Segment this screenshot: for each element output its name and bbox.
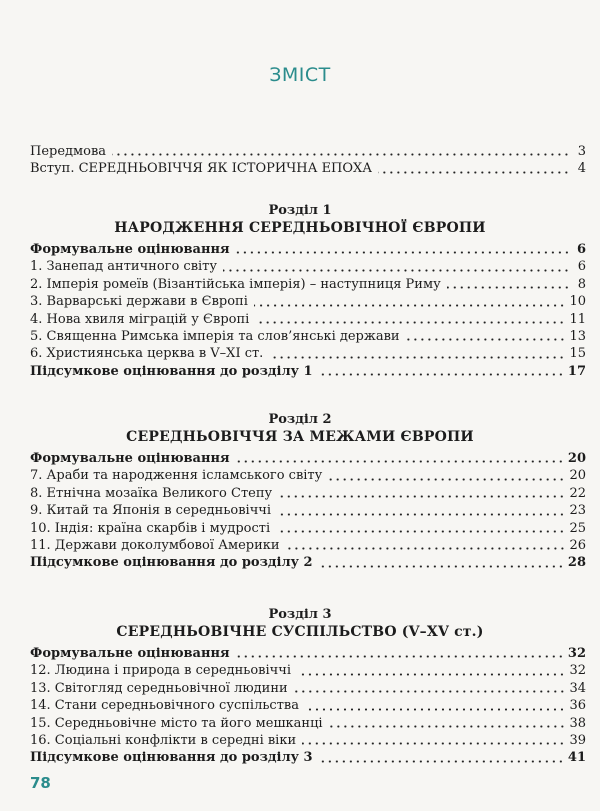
toc-entry-page: 6 [576, 241, 586, 257]
toc-entry-label: Формувальне оцінювання [30, 241, 230, 257]
toc-entry-label: 1. Занепад античного світу [30, 259, 218, 275]
toc-entry[interactable] [30, 345, 586, 362]
dot-leader [328, 469, 565, 481]
dot-leader [112, 144, 570, 156]
toc-entry-label: 4. Нова хвиля міграцій у Європі [30, 311, 250, 327]
toc-entry-label: 3. Варварські держави в Європі [30, 294, 248, 310]
toc-entry-label: 7. Араби та народження ісламського світу [30, 468, 323, 484]
toc-entry[interactable] [30, 662, 586, 679]
dot-leader [254, 295, 566, 307]
toc-entry-page: 39 [569, 732, 586, 748]
toc-entry-page: 6 [577, 259, 586, 275]
toc-entry-label: 10. Індія: країна скарбів і мудрості [30, 520, 271, 536]
dot-leader [378, 162, 570, 174]
toc-entry-label: Формувальне оцінювання [30, 450, 230, 466]
toc-entry-page: 41 [567, 750, 586, 766]
dot-leader [255, 312, 565, 324]
toc-entry-page: 38 [569, 715, 586, 731]
toc-entry-page: 3 [577, 143, 586, 159]
toc-entry-label: 13. Світогляд середньовічної людини [30, 680, 288, 696]
dot-leader [302, 733, 565, 745]
intro-entries [30, 143, 586, 178]
section-title: СЕРЕДНЬОВІЧЧЯ ЗА МЕЖАМИ ЄВРОПИ [126, 429, 474, 445]
dot-leader [406, 329, 566, 341]
toc-entry-label: 2. Імперія ромеїв (Візантійська імперія) – наступниця Риму [30, 276, 441, 292]
dot-leader [223, 260, 570, 272]
dot-leader [277, 504, 565, 516]
toc-entry-page: 36 [569, 698, 586, 714]
toc-entry[interactable] [30, 293, 586, 310]
page-number: 78 [30, 774, 51, 792]
toc-entry-page: 4 [577, 161, 586, 177]
toc-entry[interactable] [30, 143, 586, 160]
section-2-header [0, 412, 600, 446]
toc-entry-page: 28 [567, 555, 586, 571]
dot-leader [447, 277, 570, 289]
toc-entry-page: 34 [569, 680, 586, 696]
dot-leader [276, 521, 565, 533]
toc-entry-label: Підсумкове оцінювання до розділу 3 [30, 750, 313, 766]
toc-entry-label: 16. Соціальні конфлікти в середні віки [30, 732, 297, 748]
toc-entry[interactable] [30, 363, 586, 380]
toc-entry-label: 9. Китай та Японія в середньовіччі [30, 503, 272, 519]
toc-entry-label: Вступ. СЕРЕДНЬОВІЧЧЯ ЯК ІСТОРИЧНА ЕПОХА [30, 161, 373, 177]
dot-leader [319, 751, 564, 763]
toc-entry-page: 22 [569, 485, 586, 501]
section-2-entries [30, 450, 586, 572]
toc-entry-page: 25 [569, 520, 586, 536]
dot-leader [329, 716, 566, 728]
toc-entry[interactable] [30, 732, 586, 749]
toc-entry-page: 8 [577, 276, 586, 292]
toc-entry[interactable] [30, 160, 586, 177]
section-number: Розділ 2 [268, 412, 332, 427]
toc-entry[interactable] [30, 645, 586, 662]
toc-entry-page: 11 [569, 311, 586, 327]
section-1-entries [30, 241, 586, 380]
section-1-header [0, 203, 600, 237]
toc-entry[interactable] [30, 311, 586, 328]
dot-leader [305, 699, 565, 711]
toc-entry[interactable] [30, 680, 586, 697]
dot-leader [319, 364, 564, 376]
toc-title: ЗМІСТ [269, 64, 331, 86]
toc-entry-label: 5. Священна Римська імперія та слов’янські держави [30, 328, 400, 344]
toc-entry-page: 13 [569, 328, 586, 344]
dot-leader [286, 538, 566, 550]
toc-entry-label: 11. Держави доколумбової Америки [30, 537, 280, 553]
dot-leader [297, 664, 565, 676]
section-number: Розділ 3 [268, 607, 332, 622]
toc-entry-label: 8. Етнічна мозаїка Великого Степу [30, 485, 273, 501]
dot-leader [319, 556, 564, 568]
toc-entry[interactable] [30, 554, 586, 571]
toc-entry[interactable] [30, 697, 586, 714]
toc-entry-page: 32 [567, 645, 586, 661]
dot-leader [236, 451, 564, 463]
toc-entry-page: 26 [569, 537, 586, 553]
toc-entry-page: 17 [567, 363, 586, 379]
toc-entry-label: 14. Стани середньовічного суспільства [30, 698, 299, 714]
toc-entry[interactable] [30, 328, 586, 345]
toc-entry[interactable] [30, 502, 586, 519]
toc-entry[interactable] [30, 258, 586, 275]
toc-entry[interactable] [30, 276, 586, 293]
section-title: СЕРЕДНЬОВІЧНЕ СУСПІЛЬСТВО (V–XV ст.) [116, 624, 484, 640]
toc-entry-label: 6. Християнська церква в V–XI ст. [30, 346, 264, 362]
dot-leader [269, 347, 565, 359]
toc-entry-page: 20 [569, 468, 586, 484]
toc-entry[interactable] [30, 715, 586, 732]
toc-entry-label: 15. Середньовічне місто та його мешканці [30, 715, 323, 731]
toc-entry-label: Формувальне оцінювання [30, 645, 230, 661]
toc-entry-page: 20 [567, 450, 586, 466]
toc-entry-label: 12. Людина і природа в середньовіччі [30, 663, 292, 679]
dot-leader [278, 486, 565, 498]
toc-entry[interactable] [30, 467, 586, 484]
toc-entry-page: 10 [569, 294, 586, 310]
section-title: НАРОДЖЕННЯ СЕРЕДНЬОВІЧНОЇ ЄВРОПИ [114, 220, 486, 236]
section-3-entries [30, 645, 586, 767]
toc-entry-label: Передмова [30, 143, 107, 159]
toc-entry[interactable] [30, 450, 586, 467]
dot-leader [236, 646, 564, 658]
section-number: Розділ 1 [268, 203, 332, 218]
toc-entry-label: Підсумкове оцінювання до розділу 2 [30, 555, 313, 571]
dot-leader [294, 681, 566, 693]
toc-entry[interactable] [30, 537, 586, 554]
toc-entry-label: Підсумкове оцінювання до розділу 1 [30, 363, 313, 379]
toc-entry-page: 15 [569, 346, 586, 362]
dot-leader [236, 242, 570, 254]
toc-entry-page: 32 [569, 663, 586, 679]
section-3-header [0, 607, 600, 641]
toc-entry[interactable] [30, 749, 586, 766]
toc-entry[interactable] [30, 485, 586, 502]
toc-entry[interactable] [30, 241, 586, 258]
toc-entry-page: 23 [569, 503, 586, 519]
toc-entry[interactable] [30, 520, 586, 537]
